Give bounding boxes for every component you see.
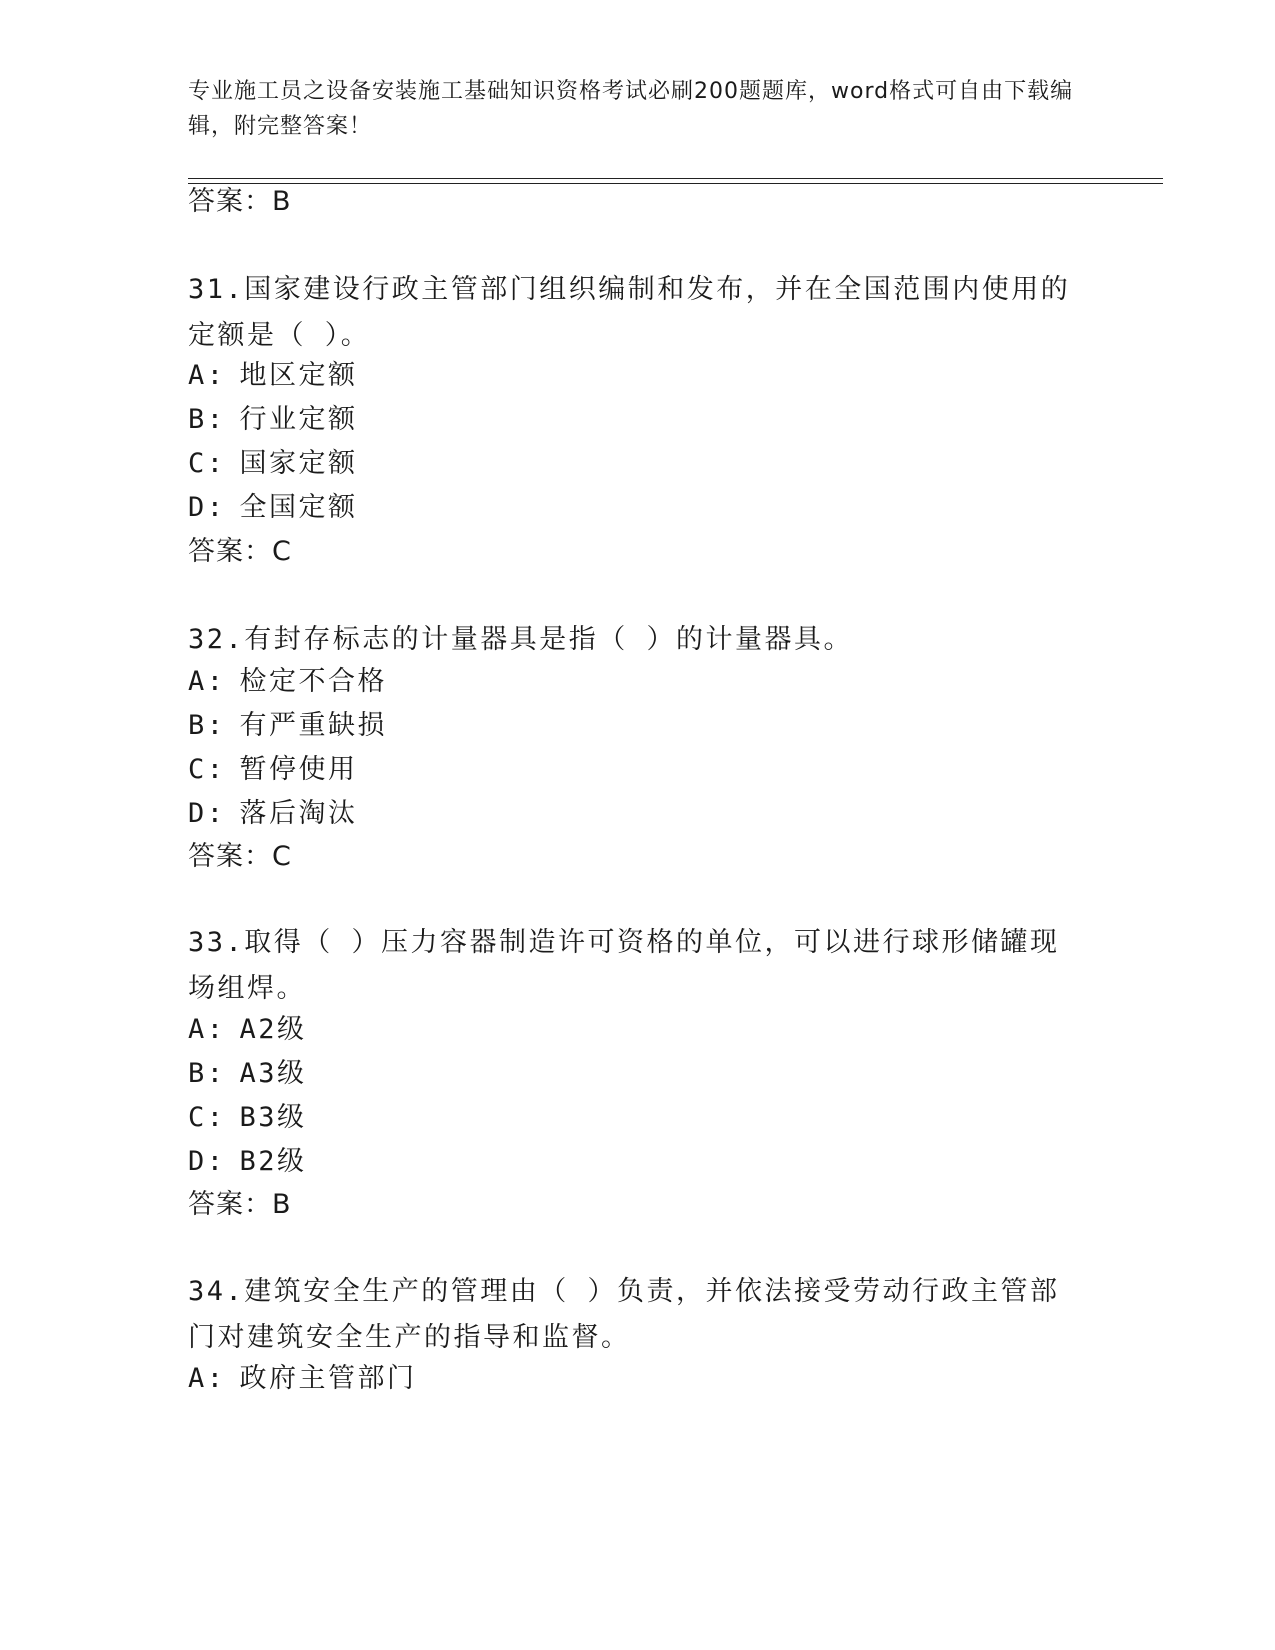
option-a: [188, 1012, 307, 1048]
option-c: [188, 446, 358, 482]
option-a: [188, 664, 387, 700]
option-letter: A:: [188, 666, 226, 697]
option-c: [188, 1100, 307, 1136]
option-text: B3级: [239, 1102, 307, 1133]
answer-line: 答案：C: [188, 841, 292, 872]
option-d: [188, 490, 358, 526]
question-text: 32.有封存标志的计量器具是指（ ）的计量器具。: [188, 624, 854, 655]
option-letter: B:: [188, 1058, 226, 1089]
option-text: 全国定额: [239, 492, 358, 523]
option-letter: A:: [188, 360, 226, 391]
option-letter: C:: [188, 448, 226, 479]
option-text: 落后淘汰: [239, 798, 358, 829]
option-d: [188, 1144, 307, 1180]
question-text: 31.国家建设行政主管部门组织编制和发布，并在全国范围内使用的定额是（ ）。: [188, 274, 1071, 351]
question-text: 33.取得（ ）压力容器制造许可资格的单位，可以进行球形储罐现场组焊。: [188, 927, 1060, 1004]
option-text: 有严重缺损: [239, 710, 388, 741]
option-d: [188, 796, 358, 832]
option-text: 检定不合格: [239, 666, 388, 697]
answer-line: 答案：B: [188, 1189, 292, 1220]
option-letter: C:: [188, 1102, 226, 1133]
option-text: 地区定额: [239, 360, 358, 391]
option-letter: D:: [188, 1146, 226, 1177]
option-text: 政府主管部门: [239, 1363, 417, 1394]
option-a: [188, 1361, 417, 1397]
option-text: 国家定额: [239, 448, 358, 479]
option-letter: B:: [188, 404, 226, 435]
option-b: [188, 1056, 307, 1092]
option-letter: A:: [188, 1014, 226, 1045]
option-text: 行业定额: [239, 404, 358, 435]
option-letter: D:: [188, 492, 226, 523]
header-rule-top: [188, 178, 1163, 179]
option-text: B2级: [239, 1146, 307, 1177]
header-rule-bottom: [188, 183, 1163, 184]
option-letter: B:: [188, 710, 226, 741]
document-header: 专业施工员之设备安装施工基础知识资格考试必刷200题题库，word格式可自由下载编辑，附完整答案！: [188, 79, 1074, 139]
option-letter: A:: [188, 1363, 226, 1394]
option-text: 暂停使用: [239, 754, 358, 785]
option-c: [188, 752, 358, 788]
option-letter: C:: [188, 754, 226, 785]
option-b: [188, 708, 387, 744]
answer-line: 答案：C: [188, 536, 292, 567]
option-text: A3级: [239, 1058, 307, 1089]
option-text: A2级: [239, 1014, 307, 1045]
option-b: [188, 402, 358, 438]
question-text: 34.建筑安全生产的管理由（ ）负责，并依法接受劳动行政主管部门对建筑安全生产的指导和监督。: [188, 1276, 1060, 1353]
option-a: [188, 358, 358, 394]
answer-line: 答案：B: [188, 186, 292, 217]
option-letter: D:: [188, 798, 226, 829]
